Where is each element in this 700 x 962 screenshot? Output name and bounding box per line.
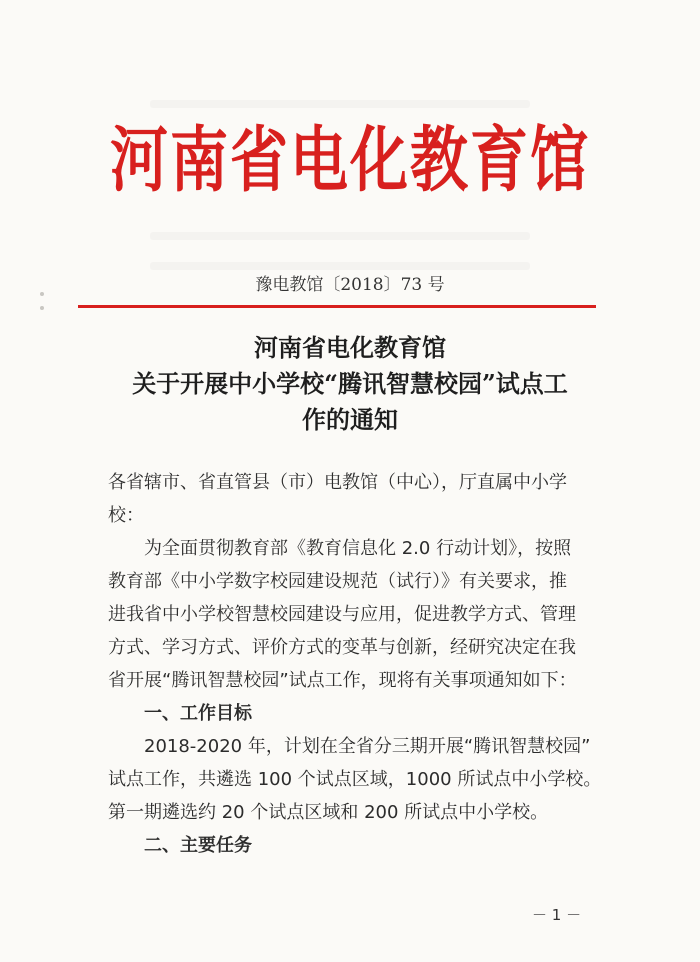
section-heading: 一、工作目标: [144, 703, 252, 724]
notice-title-line: 关于开展中小学校“腾讯智慧校园”试点工: [132, 369, 568, 398]
section-2: [108, 829, 598, 862]
binding-hole: [40, 306, 44, 310]
bleed-through-mark: [150, 100, 530, 108]
paragraph-line: 省开展“腾讯智慧校园”试点工作，现将有关事项通知如下：: [108, 670, 577, 691]
paragraph-line: 2018-2020 年，计划在全省分三期开展“腾讯智慧校园”: [144, 736, 591, 757]
paragraph-line: 第一期遴选约 20 个试点区域和 200 所试点中小学校。: [108, 802, 549, 823]
paragraph-line: 进我省中小学校智慧校园建设与应用，促进教学方式、管理: [108, 604, 576, 625]
org-letterhead-title: 河南省电化教育馆: [109, 118, 590, 202]
salutation: [108, 466, 598, 532]
bleed-through-mark: [150, 232, 530, 240]
salutation-line: 各省辖市、省直管县（市）电教馆（中心），厅直属中小学: [108, 472, 567, 493]
red-divider-line: [78, 305, 596, 308]
page-number: － 1 －: [532, 906, 582, 924]
paragraph-line: 方式、学习方式、评价方式的变革与创新，经研究决定在我: [108, 637, 576, 658]
notice-title-line: 河南省电化教育馆: [254, 333, 446, 362]
paragraph-line: 为全面贯彻教育部《教育信息化 2.0 行动计划》，按照: [144, 538, 572, 559]
notice-title: [0, 330, 700, 438]
document-number: 豫电教馆〔2018〕73 号: [255, 275, 445, 295]
intro-paragraph: [108, 532, 598, 697]
section-1: [108, 697, 602, 829]
salutation-line: 校：: [108, 505, 144, 526]
bleed-through-mark: [150, 262, 530, 270]
notice-title-line: 作的通知: [302, 405, 398, 434]
section-heading: 二、主要任务: [144, 835, 252, 856]
paragraph-line: 教育部《中小学数字校园建设规范（试行）》有关要求，推: [108, 571, 567, 592]
paragraph-line: 试点工作，共遴选 100 个试点区域，1000 所试点中小学校。: [108, 769, 602, 790]
